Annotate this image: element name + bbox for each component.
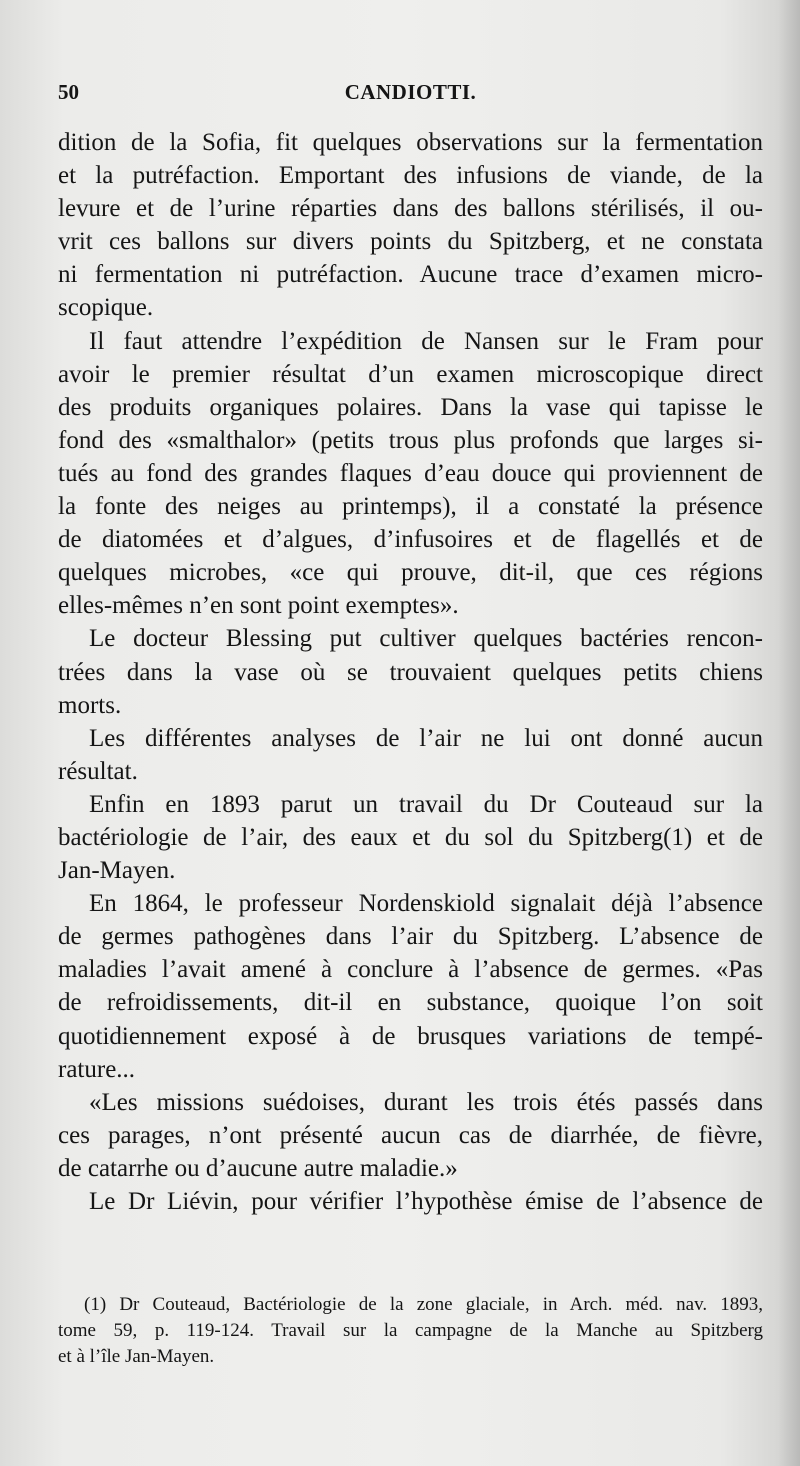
text-line: avoir le premier résultat d’un examen microscopique direct — [58, 360, 763, 388]
text-line: morts. — [58, 691, 122, 719]
footnote-line: et à l’île Jan-Mayen. — [58, 1346, 215, 1367]
text-line: fond des «smalthalor» (petits trous plus profonds que larges si- — [58, 426, 763, 454]
text-line: scopique. — [58, 294, 154, 322]
text-line: Les différentes analyses de l’air ne lui ont donné aucun — [89, 724, 763, 752]
text-line: quelques microbes, «ce qui prouve, dit-il, que ces régions — [58, 559, 763, 587]
text-line: des produits organiques polaires. Dans la vase qui tapisse le — [58, 393, 763, 421]
text-line: ni fermentation ni putréfaction. Aucune trace d’examen micro- — [58, 261, 763, 289]
text-line: dition de la Sofia, fit quelques observations sur la fermentation — [58, 129, 763, 156]
text-line: levure et de l’urine réparties dans des ballons stérilisés, il ou- — [58, 195, 763, 223]
text-line: et la putréfaction. Emportant des infusions de viande, de la — [58, 162, 763, 190]
text-line: de diatomées et d’algues, d’infusoires et de flagellés et de — [58, 526, 763, 554]
page-number: 50 — [58, 80, 79, 104]
text-line: résultat. — [58, 757, 138, 785]
text-line: bactériologie de l’air, des eaux et du sol du Spitzberg(1) et de — [58, 823, 763, 851]
text-line: tués au fond des grandes flaques d’eau douce qui proviennent de — [58, 459, 763, 487]
text-line: Le Dr Liévin, pour vérifier l’hypothèse émise de l’absence de — [89, 1188, 763, 1215]
page-header — [58, 80, 763, 114]
footnote-line: tome 59, p. 119-124. Travail sur la campagne de la Manche au Spitzberg — [58, 1320, 763, 1341]
footnotes — [58, 1292, 763, 1370]
text-line: ces parages, n’ont présenté aucun cas de diarrhée, de fièvre, — [58, 1121, 763, 1149]
text-line: trées dans la vase où se trouvaient quelques petits chiens — [58, 658, 763, 686]
text-line: Jan-Mayen. — [58, 857, 176, 885]
text-line: la fonte des neiges au printemps), il a constaté la présence — [58, 493, 763, 521]
body-text — [58, 126, 763, 1218]
text-line: vrit ces ballons sur divers points du Spitzberg, et ne constata — [58, 228, 763, 256]
text-line: Le docteur Blessing put cultiver quelques bactéries rencon- — [89, 625, 763, 653]
text-line: «Les missions suédoises, durant les trois étés passés dans — [89, 1088, 763, 1116]
text-line: En 1864, le professeur Nordenskiold signalait déjà l’absence — [89, 890, 763, 918]
text-line: quotidiennement exposé à de brusques variations de tempé- — [58, 1022, 763, 1050]
footnote-line: (1) Dr Couteaud, Bactériologie de la zone glaciale, in Arch. méd. nav. 1893, — [84, 1294, 763, 1315]
text-line: maladies l’avait amené à conclure à l’absence de germes. «Pas — [58, 956, 763, 984]
text-line: de germes pathogènes dans l’air du Spitzberg. L’absence de — [58, 923, 763, 951]
text-line: elles-mêmes n’en sont point exemptes». — [58, 592, 459, 620]
text-line: Enfin en 1893 parut un travail du Dr Couteaud sur la — [89, 790, 763, 818]
text-line: Il faut attendre l’expédition de Nansen sur le Fram pour — [89, 327, 763, 355]
text-line: rature... — [58, 1055, 136, 1083]
page-edge-shadow — [778, 0, 800, 1466]
text-line: de refroidissements, dit-il en substance, quoique l’on soit — [58, 989, 763, 1017]
running-head: CANDIOTTI. — [344, 80, 477, 104]
text-line: de catarrhe ou d’aucune autre maladie.» — [58, 1154, 458, 1182]
